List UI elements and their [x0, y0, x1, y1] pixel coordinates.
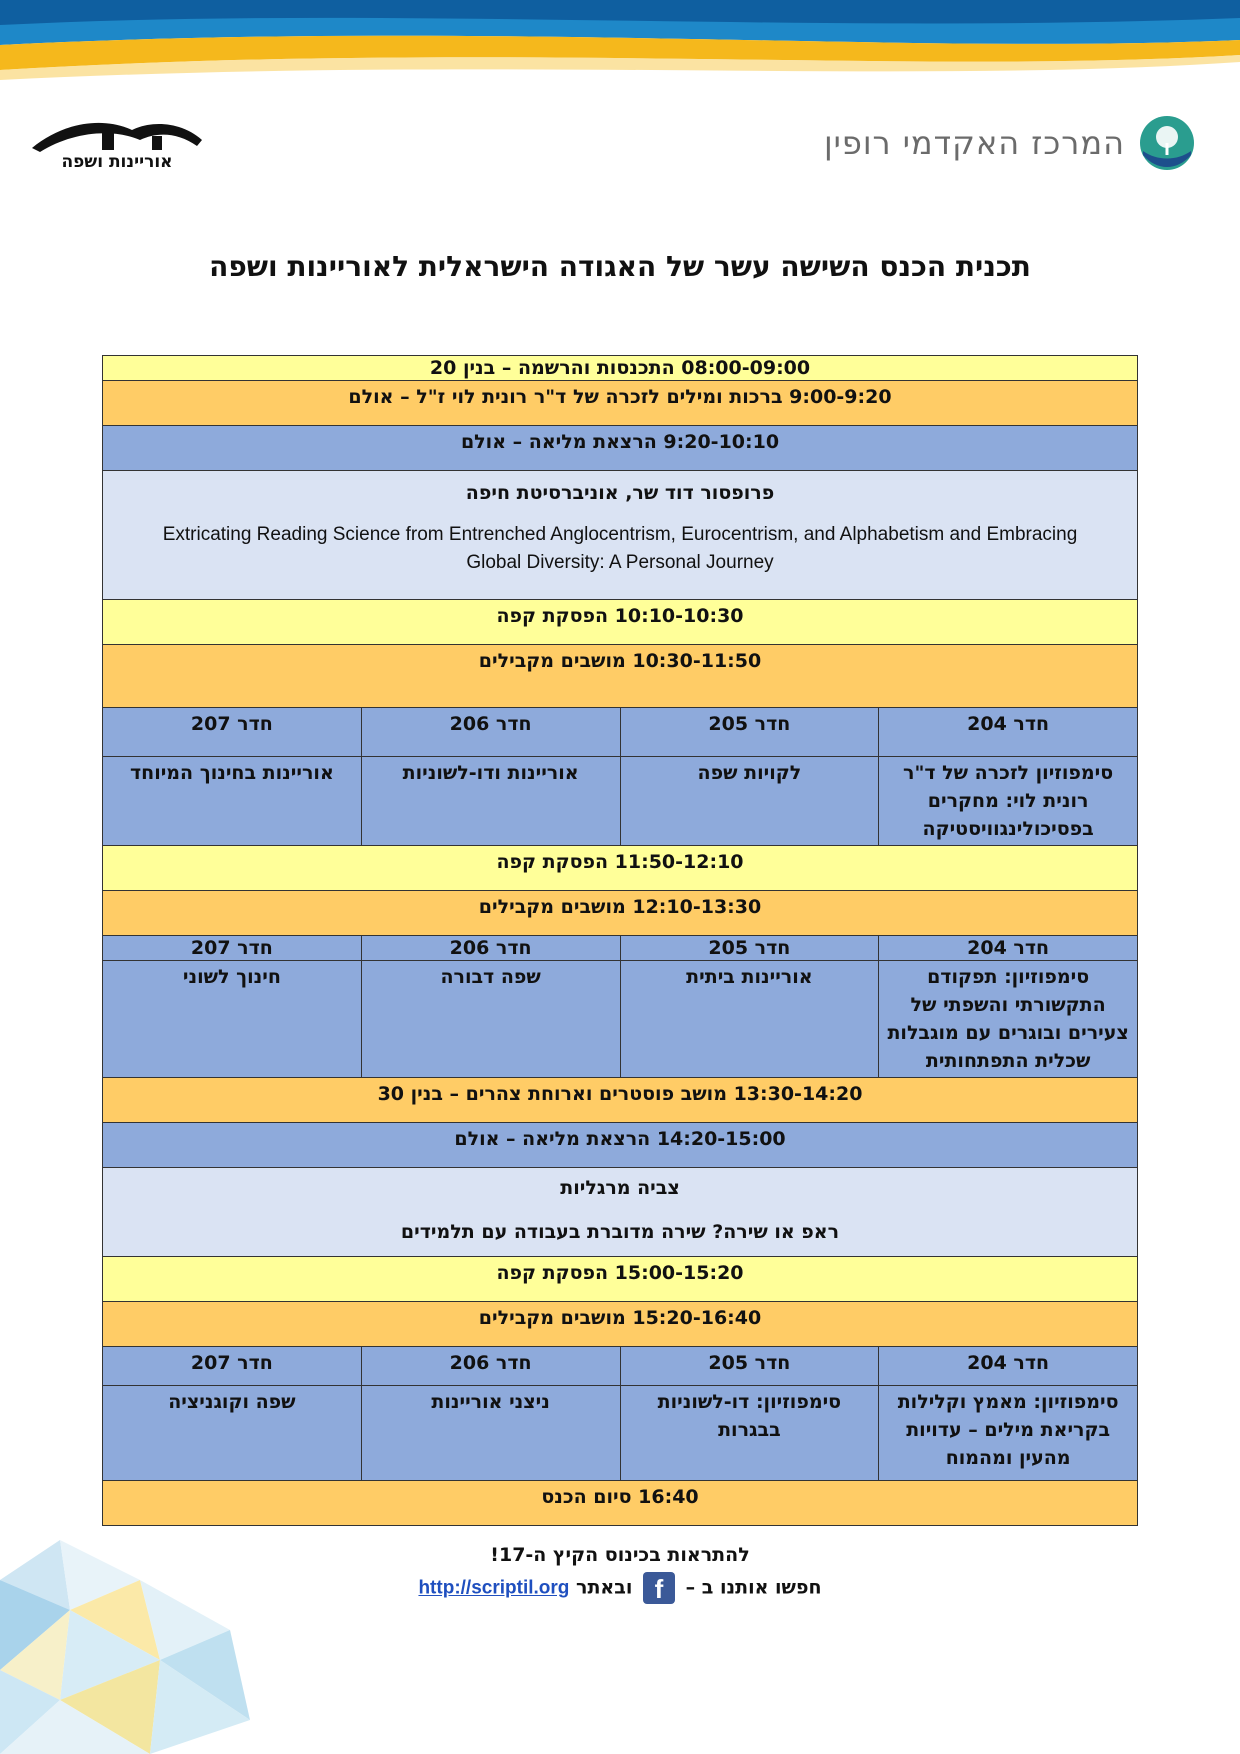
- footer-farewell: להתראות בכינוס הקיץ ה-17!: [490, 1544, 750, 1566]
- plenary-1-details: [103, 471, 1138, 600]
- room-207: חדר 207: [103, 1347, 362, 1386]
- schedule-row: [103, 600, 1138, 645]
- decorative-wave-banner: [0, 0, 1240, 110]
- footer-find-us: חפשו אותנו ב –: [685, 1576, 822, 1599]
- room-204: חדר 204: [879, 708, 1138, 757]
- schedule-row: [103, 891, 1138, 936]
- schedule-row: [103, 1123, 1138, 1168]
- association-logo-mark: [22, 118, 212, 154]
- room-header-row: [103, 936, 1138, 961]
- parallel-1-row: 10:30-11:50 מושבים מקבילים: [103, 645, 1138, 708]
- plenary-2-speaker: צביה מרגליות: [560, 1177, 680, 1199]
- plenary-1-row: 9:20-10:10 הרצאת מליאה – אולם: [103, 426, 1138, 471]
- session-cell: חינוך לשוני: [103, 961, 362, 1078]
- schedule-row: [103, 1257, 1138, 1302]
- plenary-2-row: 14:20-15:00 הרצאת מליאה – אולם: [103, 1123, 1138, 1168]
- schedule-row: [103, 846, 1138, 891]
- session-cell: ניצני אוריינות: [361, 1386, 620, 1481]
- coffee-break-2-row: 11:50-12:10 הפסקת קפה: [103, 846, 1138, 891]
- session-cell: לקויות שפה: [620, 757, 879, 846]
- session-cell: אוריינות ביתית: [620, 961, 879, 1078]
- closing-row: 16:40 סיום הכנס: [103, 1481, 1138, 1526]
- parallel-3-row: 15:20-16:40 מושבים מקבילים: [103, 1302, 1138, 1347]
- plenary-1-speaker: פרופסור דוד שר, אוניברסיטת חיפה: [465, 482, 775, 504]
- plenary-2-details: [103, 1168, 1138, 1257]
- room-205: חדר 205: [620, 708, 879, 757]
- plenary-2-talk-title: ראפ או שירה? שירה מדוברת בעבודה עם תלמידים: [400, 1221, 840, 1243]
- session-cell: שפה דבורה: [361, 961, 620, 1078]
- plenary-1-talk-title: Extricating Reading Science from Entrenched Anglocentrism, Eurocentrism, and Alphabetism and Embracing Global Diversity: A Personal Journey: [162, 524, 1078, 573]
- room-205: חדר 205: [620, 936, 879, 961]
- tree-circle-icon: [1139, 115, 1195, 171]
- schedule-row: [103, 645, 1138, 708]
- room-header-row: [103, 708, 1138, 757]
- room-206: חדר 206: [361, 708, 620, 757]
- schedule-row: [103, 1481, 1138, 1526]
- session-cell: סימפוזיון: תפקודם התקשורתי והשפתי של צעירים ובוגרים עם מוגבלות שכלית התפתחותית: [879, 961, 1138, 1078]
- schedule-row: [103, 1078, 1138, 1123]
- session-row: [103, 1386, 1138, 1481]
- facebook-icon[interactable]: f: [643, 1572, 675, 1604]
- room-206: חדר 206: [361, 1347, 620, 1386]
- posters-lunch-row: 13:30-14:20 מושב פוסטרים וארוחת צהרים – בנין 30: [103, 1078, 1138, 1123]
- room-204: חדר 204: [879, 1347, 1138, 1386]
- coffee-break-3-row: 15:00-15:20 הפסקת קפה: [103, 1257, 1138, 1302]
- schedule-table: [102, 355, 1138, 1526]
- session-cell: אוריינות ודו-לשוניות: [361, 757, 620, 846]
- session-cell: סימפוזיון לזכרה של ד"ר רונית לוי: מחקרים בפסיכולינגוויסטיקה: [879, 757, 1138, 846]
- room-header-row: [103, 1347, 1138, 1386]
- page-title: תכנית הכנס השישה עשר של האגודה הישראלית לאוריינות ושפה: [209, 250, 1031, 283]
- coffee-break-1-row: 10:10-10:30 הפסקת קפה: [103, 600, 1138, 645]
- association-logo-subtitle: אוריינות ושפה: [61, 152, 173, 172]
- room-206: חדר 206: [361, 936, 620, 961]
- website-link[interactable]: http://scriptil.org: [418, 1577, 570, 1599]
- room-204: חדר 204: [879, 936, 1138, 961]
- schedule-row: [103, 381, 1138, 426]
- session-cell: סימפוזיון: דו-לשוניות בבגרות: [620, 1386, 879, 1481]
- schedule-row: [103, 1302, 1138, 1347]
- footer-links: [0, 1572, 1240, 1604]
- parallel-2-row: 12:10-13:30 מושבים מקבילים: [103, 891, 1138, 936]
- session-row: [103, 961, 1138, 1078]
- session-cell: סימפוזיון: מאמץ וקלילות בקריאת מילים – עדויות מהעין ומהמוח: [879, 1386, 1138, 1481]
- room-207: חדר 207: [103, 936, 362, 961]
- association-logo: [22, 118, 222, 178]
- session-cell: אוריינות בחינוך המיוחד: [103, 757, 362, 846]
- schedule-row: [103, 356, 1138, 381]
- ruppin-logo-text: המרכז האקדמי רופין: [823, 124, 1125, 162]
- opening-row: 9:00-9:20 ברכות ומילים לזכרה של ד"ר רונית לוי ז"ל – אולם: [103, 381, 1138, 426]
- schedule-row: [103, 471, 1138, 600]
- session-row: [103, 757, 1138, 846]
- schedule-row: [103, 1168, 1138, 1257]
- ruppin-logo: [824, 108, 1195, 178]
- session-cell: שפה וקוגניציה: [103, 1386, 362, 1481]
- registration-row: 08:00-09:00 התכנסות והרשמה – בנין 20: [103, 356, 1138, 381]
- room-205: חדר 205: [620, 1347, 879, 1386]
- room-207: חדר 207: [103, 708, 362, 757]
- footer-and-site: ובאתר: [576, 1576, 633, 1599]
- schedule-row: [103, 426, 1138, 471]
